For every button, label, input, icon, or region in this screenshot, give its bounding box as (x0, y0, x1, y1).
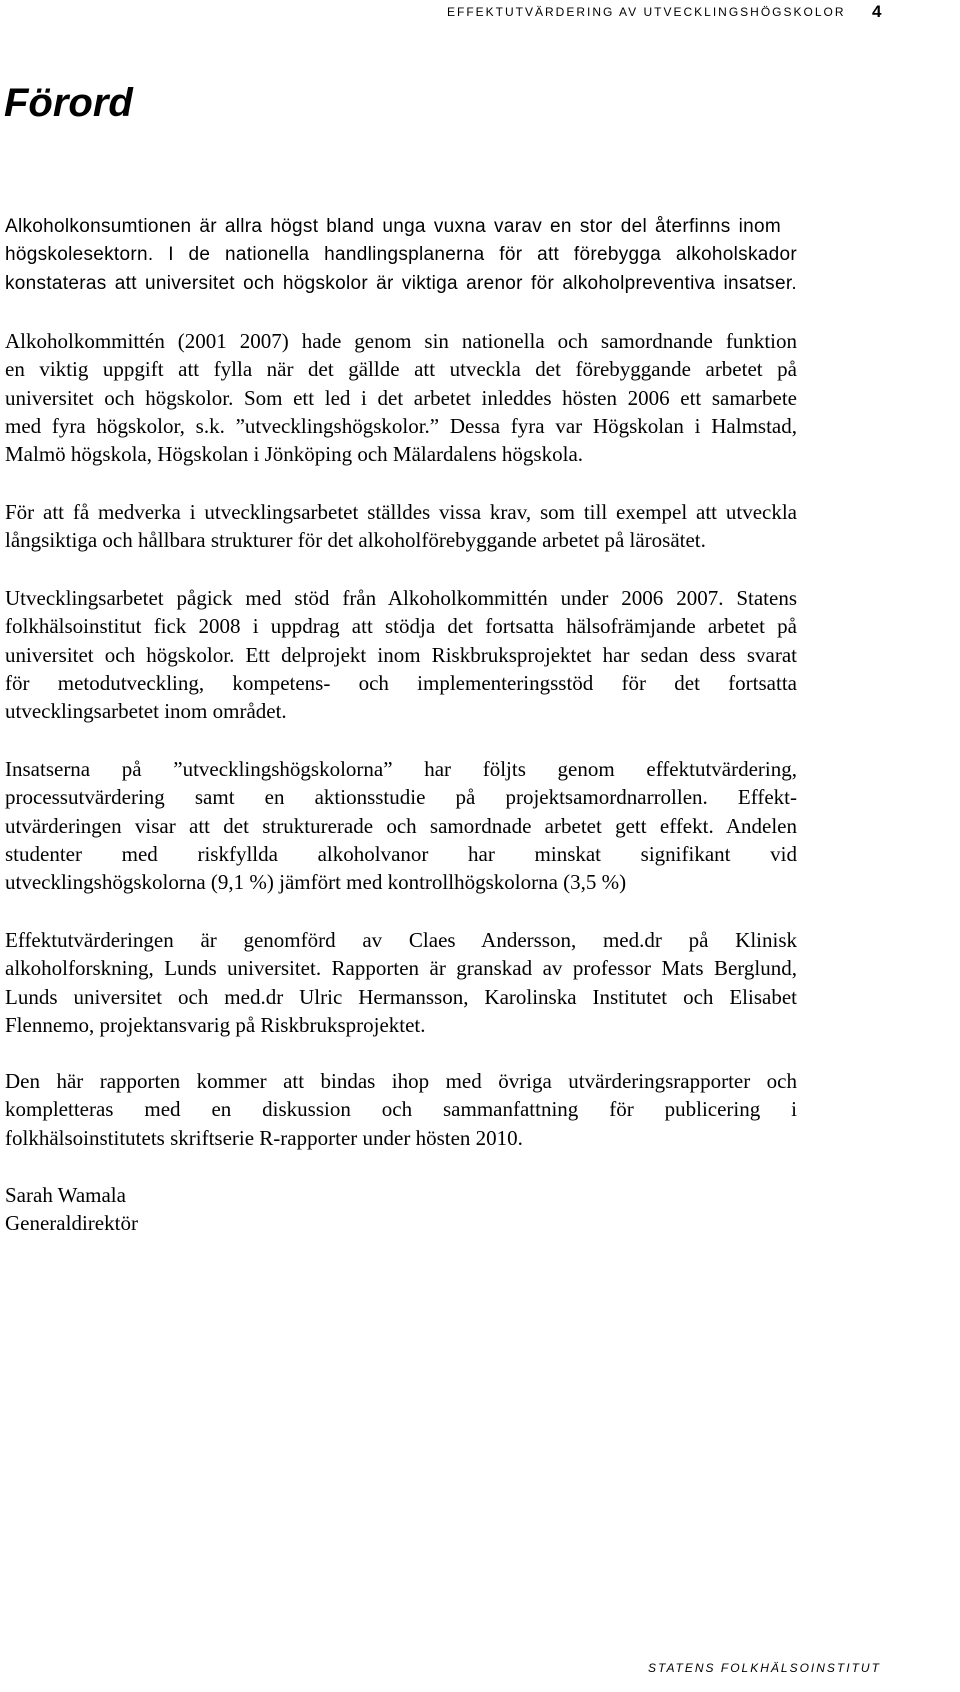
text-line: studenter med riskfyllda alkoholvanor har minskat signifikant vid (5, 841, 797, 866)
text-line: utvärderingen visar att det strukturerade och samordnade arbetet gett effekt. Andelen (5, 813, 797, 838)
text-line: För att få medverka i utvecklingsarbetet ställdes vissa krav, som till exempel att utveckla (5, 500, 797, 524)
signatory-title: Generaldirektör (5, 1211, 138, 1236)
text-line: Insatserna på ”utvecklingshögskolorna” har följts genom effektutvärdering, (5, 757, 797, 781)
text-line: Alkoholkonsumtionen är allra högst bland unga vuxna varav en stor del återfinns inom (5, 216, 781, 237)
text-line: Lunds universitet och med.dr Ulric Hermansson, Karolinska Institutet och Elisabet (5, 984, 797, 1009)
text-line: Alkoholkommittén (2001 2007) hade genom sin nationella och samordnande funktion (5, 329, 797, 353)
text-line: Effektutvärderingen är genomförd av Claes Andersson, med.dr på Klinisk (5, 928, 797, 952)
paragraph-6 (5, 926, 797, 1039)
text-line: folkhälsoinstitutets skriftserie R-rapporter under hösten 2010. (5, 1125, 523, 1150)
page-number: 4 (872, 2, 882, 21)
signatory-name: Sarah Wamala (5, 1183, 126, 1207)
text-line: Flennemo, projektansvarig på Riskbruksprojektet. (5, 1012, 426, 1037)
paragraph-5 (5, 755, 797, 896)
paragraph-2 (5, 327, 797, 468)
text-line: för metodutveckling, kompetens- och implementeringsstöd för det fortsatta (5, 670, 797, 695)
text-line: kompletteras med en diskussion och sammanfattning för publicering i (5, 1097, 797, 1122)
text-line: processutvärdering samt en aktionsstudie på projektsamordnarrollen. Effekt- (5, 785, 797, 810)
text-line: alkoholforskning, Lunds universitet. Rapporten är granskad av professor Mats Berglund, (5, 956, 797, 981)
footer-publisher: STATENS FOLKHÄLSOINSTITUT (648, 1661, 881, 1675)
paragraph-3 (5, 498, 797, 555)
text-line: högskolesektorn. I de nationella handlingsplanerna för att förebygga alkoholskador (5, 244, 797, 266)
text-line: långsiktiga och hållbara strukturer för det alkoholförebyggande arbetet på lärosätet. (5, 528, 706, 553)
text-line: utvecklingsarbetet inom området. (5, 699, 287, 724)
text-line: konstateras att universitet och högskolor är viktiga arenor för alkoholpreventiva insatser. (5, 272, 797, 294)
text-line: universitet och högskolor. Ett delprojekt inom Riskbruksprojektet har sedan dess svarat (5, 642, 797, 667)
text-line: Utvecklingsarbetet pågick med stöd från Alkoholkommittén under 2006 2007. Statens (5, 586, 797, 610)
paragraph-4 (5, 584, 797, 725)
text-line: Malmö högskola, Högskolan i Jönköping och Mälardalens högskola. (5, 442, 584, 467)
text-line: med fyra högskolor, s.k. ”utvecklingshögskolor.” Dessa fyra var Högskolan i Halmstad, (5, 413, 797, 438)
signature-block (5, 1181, 138, 1238)
text-line: universitet och högskolor. Som ett led i det arbetet inleddes hösten 2006 ett samarbete (5, 385, 797, 410)
paragraph-7 (5, 1067, 797, 1152)
text-line: utvecklingshögskolorna (9,1 %) jämfört med kontrollhögskolorna (3,5 %) (5, 870, 627, 895)
text-line: Den här rapporten kommer att bindas ihop med övriga utvärderingsrapporter och (5, 1069, 797, 1093)
text-line: en viktig uppgift att fylla när det gällde att utveckla det förebyggande arbetet på (5, 357, 797, 382)
page-title: Förord (4, 81, 133, 125)
paragraph-1 (5, 213, 797, 298)
running-header: EFFEKTUTVÄRDERING AV UTVECKLINGSHÖGSKOLOR (447, 5, 846, 19)
text-line: folkhälsoinstitut fick 2008 i uppdrag att stödja det fortsatta hälsofrämjande arbetet på (5, 614, 797, 639)
